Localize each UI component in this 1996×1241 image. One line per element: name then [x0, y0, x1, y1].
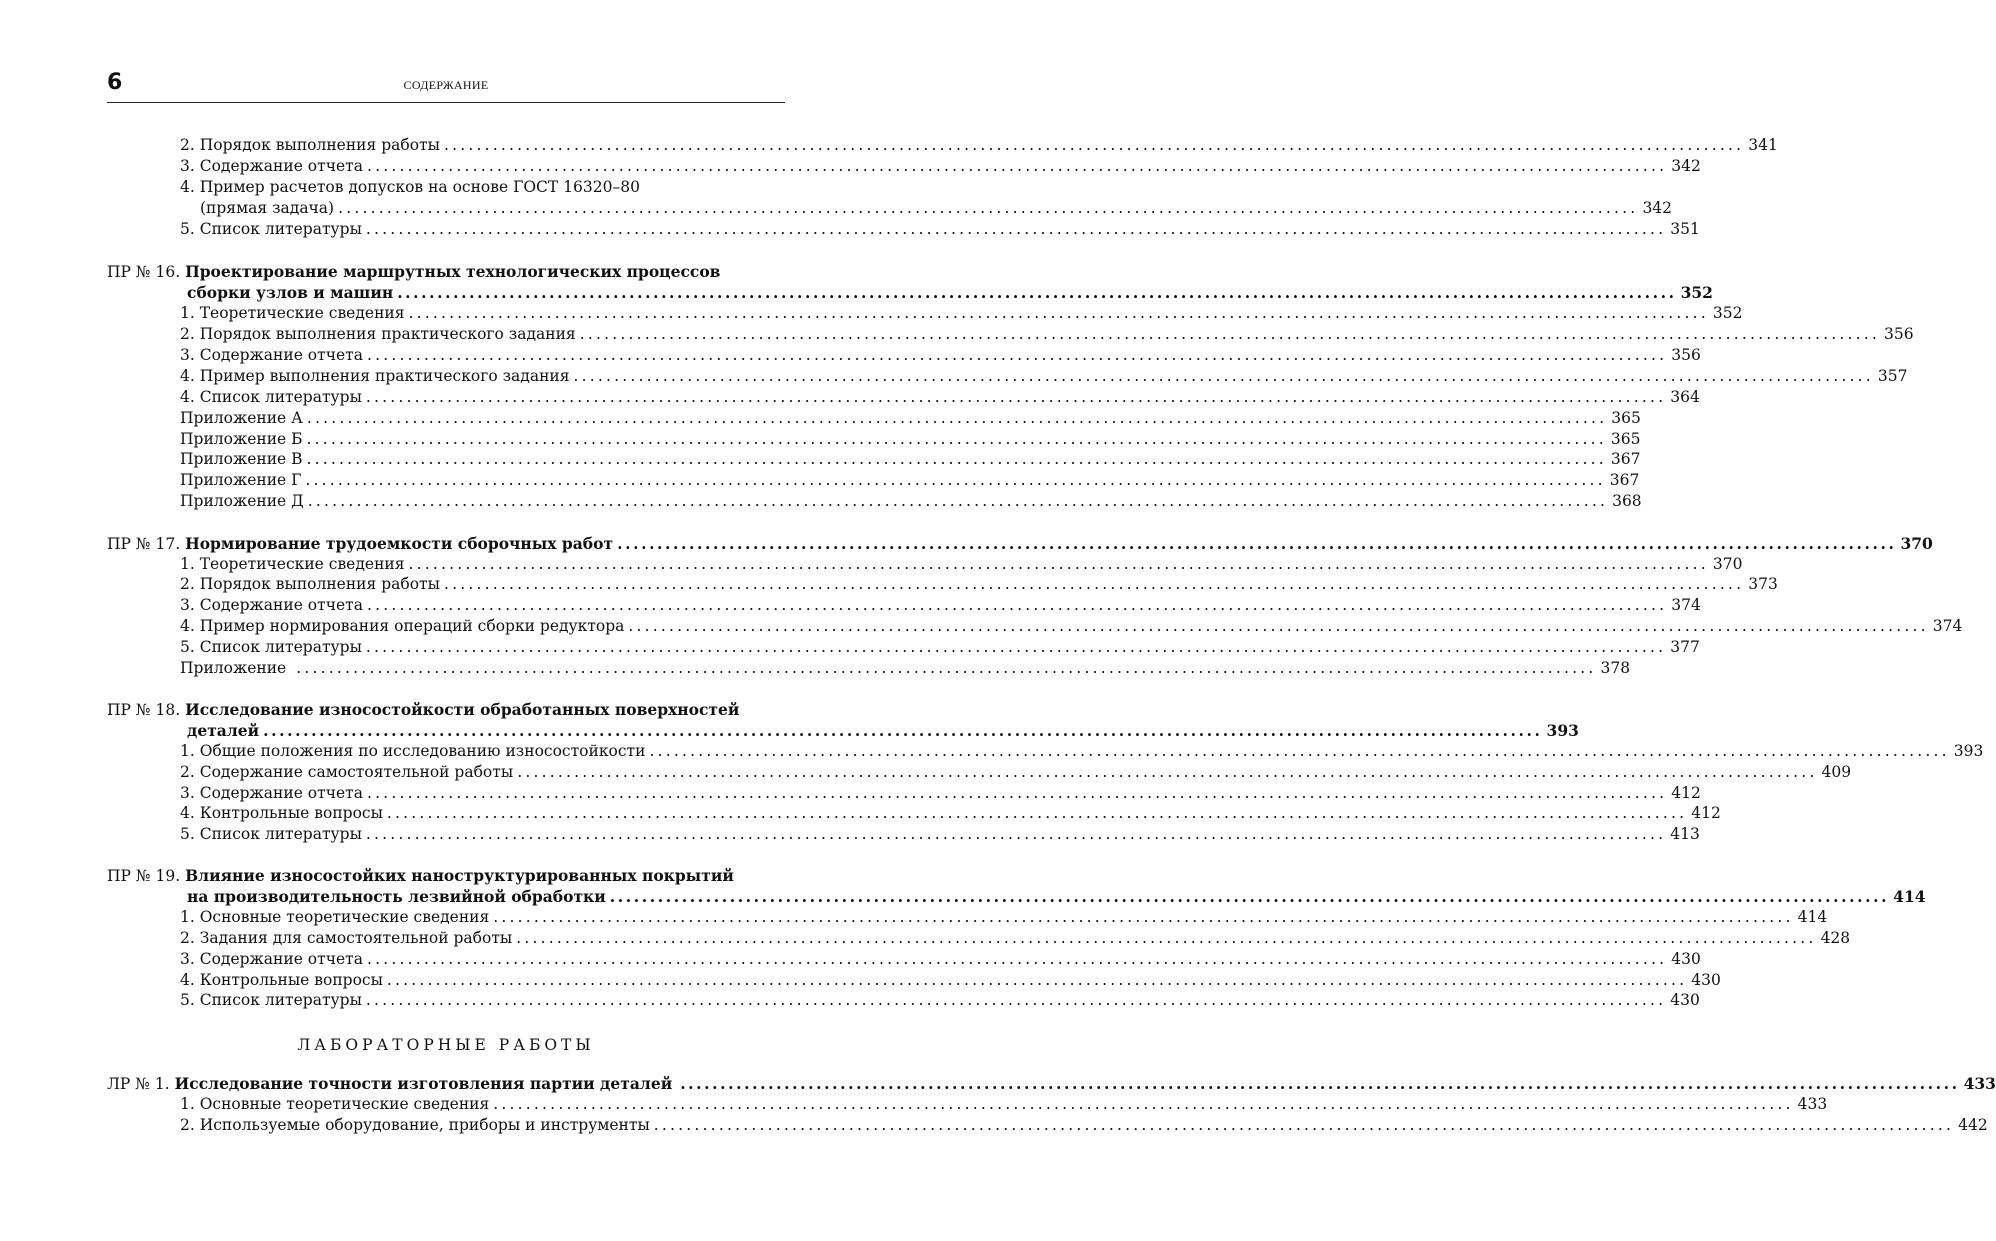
- toc-entry[interactable]: [180, 408, 1641, 429]
- toc-entry[interactable]: [180, 783, 1701, 804]
- toc-entry-title: 3. Содержание отчета: [180, 157, 363, 175]
- section-title: Исследование точности изготовления партии деталей: [174, 1074, 673, 1093]
- toc-entry[interactable]: [180, 970, 1721, 991]
- toc-entry-title: Приложение Д: [180, 492, 304, 510]
- toc-entry[interactable]: [180, 366, 1908, 387]
- toc-entry-page: 393: [1953, 742, 1984, 760]
- leader-dots: ................................................................................................................................................................: [579, 325, 1881, 343]
- leader-dots: ................................................................................................................................................................: [306, 430, 1607, 448]
- toc-entry-title: 4. Пример выполнения практического задания: [180, 367, 570, 385]
- toc-entry[interactable]: [180, 616, 1963, 637]
- leader-dots: ................................................................................................................................................................: [516, 929, 1817, 947]
- leader-dots: ................................................................................................................................................................: [609, 887, 1890, 906]
- toc-entry-page: 414: [1797, 908, 1828, 926]
- toc-entry[interactable]: [180, 574, 1778, 595]
- leader-dots: ................................................................................................................................................................: [653, 1116, 1955, 1134]
- toc-entry[interactable]: [180, 324, 1914, 345]
- toc-entry[interactable]: [180, 824, 1700, 845]
- toc-entry-page: 430: [1671, 950, 1701, 968]
- toc-entry-title: Приложение: [180, 659, 287, 677]
- toc-entry[interactable]: [180, 156, 1701, 177]
- toc-entry[interactable]: [180, 219, 1700, 240]
- section-prefix: ПР № 19.: [107, 867, 181, 885]
- toc-entry-title: 3. Содержание отчета: [180, 784, 363, 802]
- leader-dots: ................................................................................................................................................................: [366, 346, 1668, 364]
- toc-entry-title: 5. Список литературы: [180, 991, 362, 1009]
- section-heading-continuation[interactable]: [187, 282, 1713, 303]
- section-page: 393: [1546, 721, 1579, 740]
- toc-entry-page: 368: [1612, 492, 1642, 510]
- toc-entry[interactable]: [180, 554, 1743, 575]
- toc-entry-title: 5. Список литературы: [180, 638, 362, 656]
- toc-entry-page: 413: [1670, 825, 1700, 843]
- toc-entry[interactable]: [180, 658, 1631, 679]
- section-prefix: ПР № 18.: [107, 701, 181, 719]
- leader-dots: ................................................................................................................................................................: [408, 555, 1709, 573]
- toc-entry[interactable]: [180, 470, 1640, 491]
- toc-entry-page: 430: [1691, 971, 1721, 989]
- toc-entry-page: 430: [1670, 991, 1700, 1009]
- toc-entry-title: 2. Используемые оборудование, приборы и инструменты: [180, 1116, 650, 1134]
- toc-entry-title: 3. Содержание отчета: [180, 950, 363, 968]
- leader-dots: ................................................................................................................................................................: [680, 1074, 1960, 1093]
- toc-entry[interactable]: [180, 491, 1642, 512]
- section-heading-continuation[interactable]: [187, 886, 1926, 907]
- section-page: 352: [1680, 283, 1713, 302]
- toc-entry-page: 374: [1932, 617, 1963, 635]
- toc-entry-page: 365: [1610, 430, 1641, 448]
- leader-dots: ................................................................................................................................................................: [305, 471, 1606, 489]
- page-header: [107, 72, 785, 103]
- toc-entry-title: 2. Задания для самостоятельной работы: [180, 929, 513, 947]
- toc-entry-page: 367: [1609, 471, 1640, 489]
- section-title: деталей: [187, 721, 260, 740]
- leader-dots: ................................................................................................................................................................: [366, 784, 1668, 802]
- toc-entry[interactable]: [200, 198, 1673, 219]
- leader-dots: ................................................................................................................................................................: [493, 908, 1794, 926]
- toc-entry-title: 1. Общие положения по исследованию износостойкости: [180, 742, 646, 760]
- toc-entry-page: 356: [1671, 346, 1701, 364]
- leader-dots: ................................................................................................................................................................: [365, 388, 1667, 406]
- toc-entry-page: 433: [1797, 1095, 1828, 1113]
- toc-entry[interactable]: [180, 1115, 1988, 1136]
- section-title: Влияние износостойких наноструктурированных покрытий: [185, 866, 734, 885]
- section-title: на производительность лезвийной обработки: [187, 887, 606, 906]
- leader-dots: ................................................................................................................................................................: [365, 991, 1667, 1009]
- section-title: сборки узлов и машин: [187, 283, 394, 302]
- toc-entry[interactable]: [180, 741, 1984, 762]
- toc-entry[interactable]: [180, 1094, 1828, 1115]
- leader-dots: ................................................................................................................................................................: [397, 283, 1677, 302]
- toc-entry-page: 367: [1610, 450, 1641, 468]
- leader-dots: ................................................................................................................................................................: [386, 804, 1688, 822]
- section-page: 370: [1900, 534, 1933, 553]
- toc-entry-title: 3. Содержание отчета: [180, 346, 363, 364]
- toc-entry-page: 365: [1611, 409, 1641, 427]
- leader-dots: ................................................................................................................................................................: [366, 950, 1668, 968]
- leader-dots: ................................................................................................................................................................: [386, 971, 1688, 989]
- toc-entry-title: 5. Список литературы: [180, 220, 362, 238]
- toc-entry-page: 412: [1671, 784, 1701, 802]
- leader-dots: ................................................................................................................................................................: [493, 1095, 1794, 1113]
- toc-entry-title: 2. Содержание самостоятельной работы: [180, 763, 514, 781]
- leader-dots: ................................................................................................................................................................: [338, 199, 1639, 217]
- toc-entry-title: 1. Основные теоретические сведения: [180, 908, 490, 926]
- toc-entry[interactable]: [180, 762, 1852, 783]
- toc-entry[interactable]: [180, 637, 1700, 658]
- toc-entry-title: Приложение Г: [180, 471, 302, 489]
- leader-dots: ................................................................................................................................................................: [306, 450, 1607, 468]
- section-heading-lr1[interactable]: [107, 1073, 1996, 1094]
- toc-entry[interactable]: [180, 595, 1701, 616]
- toc-entry-title: 2. Порядок выполнения работы: [180, 575, 440, 593]
- toc-entry-page: 409: [1821, 763, 1852, 781]
- leader-dots: ................................................................................................................................................................: [365, 220, 1667, 238]
- toc-entry-title: 2. Порядок выполнения работы: [180, 136, 440, 154]
- toc-entry-page: 364: [1670, 388, 1700, 406]
- leader-dots: ................................................................................................................................................................: [649, 742, 1950, 760]
- toc-entry-page: 374: [1671, 596, 1701, 614]
- toc-entry[interactable]: [180, 990, 1700, 1011]
- toc-entry-title: 4. Список литературы: [180, 388, 362, 406]
- toc-entry-page: 356: [1884, 325, 1914, 343]
- toc-entry-title: 2. Порядок выполнения практического задания: [180, 325, 576, 343]
- toc-entry-title: 3. Содержание отчета: [180, 596, 363, 614]
- leader-dots: ................................................................................................................................................................: [517, 763, 1818, 781]
- section-title: Исследование износостойкости обработанных поверхностей: [185, 700, 740, 719]
- toc-entry-page: 373: [1748, 575, 1778, 593]
- toc-entry[interactable]: [180, 449, 1641, 470]
- leader-dots: ................................................................................................................................................................: [306, 409, 1608, 427]
- leader-dots: ................................................................................................................................................................: [408, 304, 1709, 322]
- toc-entry[interactable]: [180, 387, 1700, 408]
- leader-dots: ................................................................................................................................................................: [617, 534, 1897, 553]
- leader-dots: ................................................................................................................................................................: [296, 659, 1597, 677]
- leader-dots: ................................................................................................................................................................: [573, 367, 1874, 385]
- section-heading-pr16[interactable]: [107, 261, 720, 283]
- toc-entry-title-line: 4. Пример расчетов допусков на основе ГОСТ 16320–80: [180, 178, 640, 196]
- toc-entry-title: 1. Теоретические сведения: [180, 555, 405, 573]
- leader-dots: ................................................................................................................................................................: [366, 157, 1668, 175]
- running-title: СОДЕРЖАНИЕ: [403, 78, 489, 92]
- toc-entry[interactable]: [180, 803, 1721, 824]
- section-prefix: ПР № 17.: [107, 535, 181, 553]
- toc-entry-title: Приложение В: [180, 450, 303, 468]
- toc-entry-title: Приложение А: [180, 409, 303, 427]
- leader-dots: ................................................................................................................................................................: [365, 638, 1667, 656]
- section-prefix: ПР № 16.: [107, 263, 181, 281]
- toc-entry-page: 342: [1642, 199, 1673, 217]
- toc-entry-page: 341: [1748, 136, 1778, 154]
- toc-entry[interactable]: [180, 949, 1701, 970]
- toc-entry[interactable]: [180, 345, 1701, 366]
- toc-entry[interactable]: [180, 907, 1828, 928]
- section-heading-pr19[interactable]: [107, 865, 734, 887]
- toc-entry[interactable]: [180, 429, 1641, 450]
- toc-entry-title: 1. Основные теоретические сведения: [180, 1095, 490, 1113]
- lab-section-title: ЛАБОРАТОРНЫЕ РАБОТЫ: [297, 1036, 595, 1054]
- toc-entry[interactable]: [180, 135, 1778, 156]
- leader-dots: ................................................................................................................................................................: [628, 617, 1929, 635]
- toc-entry-page: 370: [1712, 555, 1743, 573]
- toc-entry-page: 412: [1691, 804, 1721, 822]
- toc-entry-page: 357: [1877, 367, 1908, 385]
- toc-entry-title: 1. Теоретические сведения: [180, 304, 405, 322]
- leader-dots: ................................................................................................................................................................: [366, 596, 1668, 614]
- section-page: 433: [1963, 1074, 1996, 1093]
- toc-entry-page: 351: [1670, 220, 1700, 238]
- toc-entry-title: 5. Список литературы: [180, 825, 362, 843]
- section-title: Нормирование трудоемкости сборочных работ: [185, 534, 614, 553]
- toc-entry[interactable]: [180, 928, 1851, 949]
- page-number: 6: [107, 70, 123, 95]
- leader-dots: ................................................................................................................................................................: [365, 825, 1667, 843]
- leader-dots: ................................................................................................................................................................: [443, 575, 1745, 593]
- section-heading-pr17[interactable]: [107, 533, 1933, 554]
- toc-entry-title: 4. Контрольные вопросы: [180, 804, 383, 822]
- section-title: Проектирование маршрутных технологических процессов: [185, 262, 721, 281]
- leader-dots: ................................................................................................................................................................: [263, 721, 1543, 740]
- toc-entry-page: 342: [1671, 157, 1701, 175]
- toc-entry-title: (прямая задача): [200, 199, 335, 217]
- toc-entry-page: 428: [1820, 929, 1851, 947]
- toc-entry[interactable]: [180, 303, 1743, 324]
- section-heading-pr18[interactable]: [107, 699, 739, 721]
- toc-entry-page: 442: [1958, 1116, 1988, 1134]
- section-heading-continuation[interactable]: [187, 720, 1579, 741]
- section-page: 414: [1893, 887, 1926, 906]
- toc-entry-page: 377: [1670, 638, 1700, 656]
- section-prefix: ЛР № 1.: [107, 1075, 170, 1093]
- leader-dots: ................................................................................................................................................................: [443, 136, 1745, 154]
- toc-entry-title: 4. Контрольные вопросы: [180, 971, 383, 989]
- toc-entry-title: 4. Пример нормирования операций сборки редуктора: [180, 617, 625, 635]
- toc-entry-page: 378: [1600, 659, 1631, 677]
- toc-entry-title: Приложение Б: [180, 430, 303, 448]
- toc-entry-page: 352: [1712, 304, 1743, 322]
- leader-dots: ................................................................................................................................................................: [307, 492, 1609, 510]
